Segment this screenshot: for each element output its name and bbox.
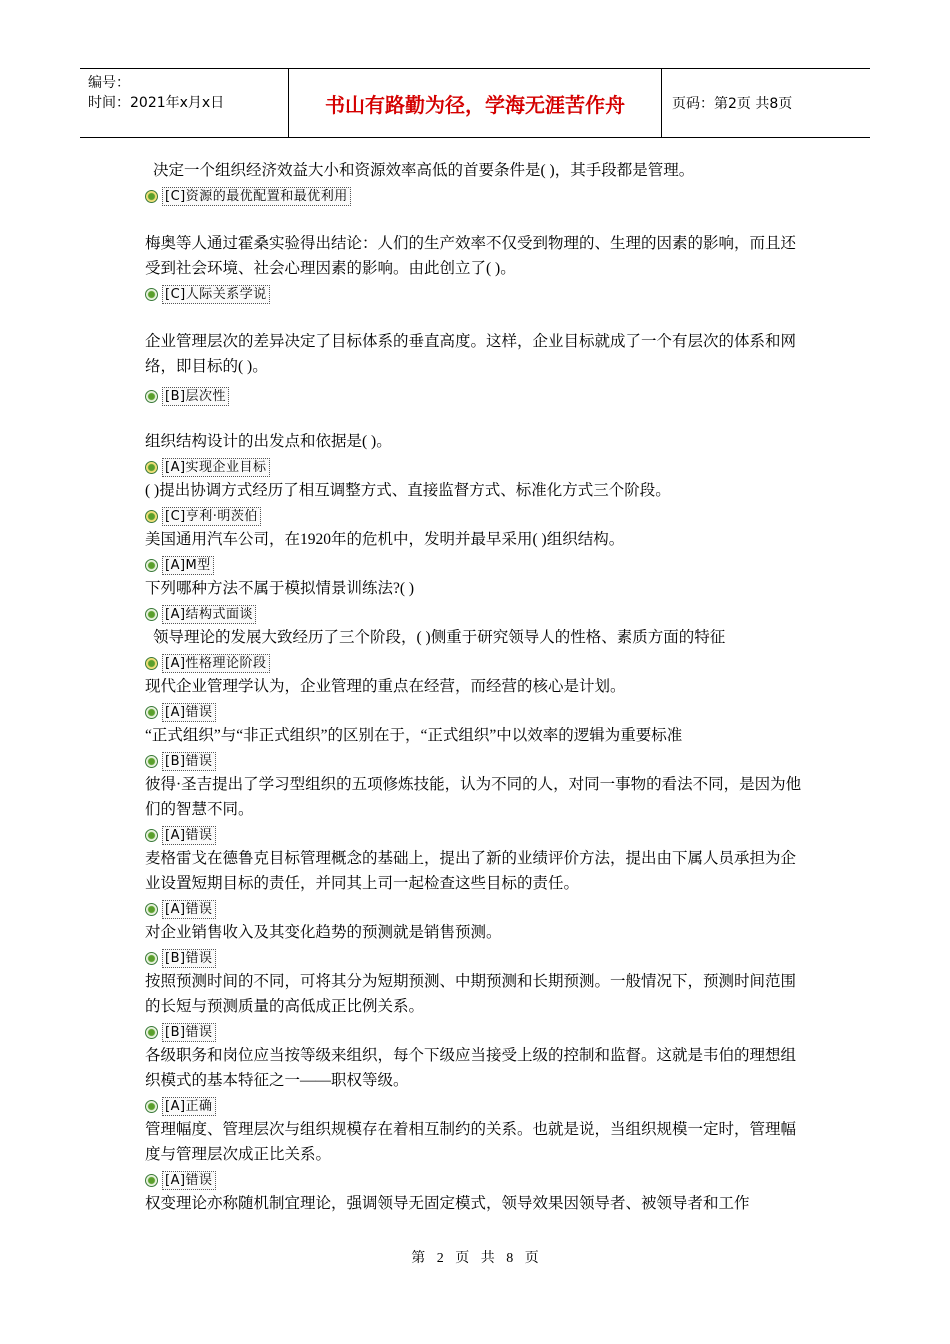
- question-item: [145, 674, 810, 723]
- question-text: 彼得·圣吉提出了学习型组织的五项修炼技能，认为不同的人，对同一事物的看法不同，是因为他们的智慧不同。: [145, 776, 802, 818]
- question-item: [145, 846, 810, 920]
- radio-selected-icon[interactable]: [145, 706, 158, 719]
- answer-label: [A]错误: [162, 703, 216, 722]
- question-item: [145, 478, 810, 527]
- question-text: 领导理论的发展大致经历了三个阶段，( )侧重于研究领导人的性格、素质方面的特征: [153, 629, 726, 646]
- question-item: [145, 158, 810, 207]
- question-text: ( )提出协调方式经历了相互调整方式、直接监督方式、标准化方式三个阶段。: [145, 482, 671, 499]
- radio-selected-icon[interactable]: [145, 1026, 158, 1039]
- question-item: [145, 920, 810, 969]
- answer-option[interactable]: [145, 1095, 810, 1117]
- answer-label: [A]正确: [162, 1097, 216, 1116]
- radio-selected-icon[interactable]: [145, 952, 158, 965]
- question-text: 梅奥等人通过霍桑实验得出结论：人们的生产效率不仅受到物理的、生理的因素的影响，而且还受到社会环境、社会心理因素的影响。由此创立了( )。: [145, 235, 797, 277]
- radio-selected-icon[interactable]: [145, 510, 158, 523]
- question-text: 权变理论亦称随机制宜理论，强调领导无固定模式，领导效果因领导者、被领导者和工作: [145, 1195, 750, 1212]
- answer-label: [B]错误: [162, 949, 216, 968]
- question-item: [145, 231, 810, 305]
- answer-option[interactable]: [145, 750, 810, 772]
- question-item: [145, 1191, 810, 1216]
- question-text: 管理幅度、管理层次与组织规模存在着相互制约的关系。也就是说，当组织规模一定时，管理幅度与管理层次成正比关系。: [145, 1121, 797, 1163]
- question-item: [145, 1043, 810, 1117]
- radio-selected-icon[interactable]: [145, 829, 158, 842]
- answer-label: [C]资源的最优配置和最优利用: [162, 187, 351, 206]
- answer-label: [A]结构式面谈: [162, 605, 256, 624]
- answer-option[interactable]: [145, 603, 810, 625]
- question-text: 企业管理层次的差异决定了目标体系的垂直高度。这样，企业目标就成了一个有层次的体系和网络，即目标的( )。: [145, 333, 797, 375]
- answer-label: [C]亨利·明茨伯: [162, 507, 261, 526]
- question-text: 按照预测时间的不同，可将其分为短期预测、中期预测和长期预测。一般情况下，预测时间范围的长短与预测质量的高低成正比例关系。: [145, 973, 797, 1015]
- question-text: 对企业销售收入及其变化趋势的预测就是销售预测。: [145, 924, 502, 941]
- question-item: [145, 429, 810, 478]
- question-text: 麦格雷戈在德鲁克目标管理概念的基础上，提出了新的业绩评价方法，提出由下属人员承担为企业设置短期目标的责任，并同其上司一起检查这些目标的责任。: [145, 850, 797, 892]
- answer-label: [B]错误: [162, 1023, 216, 1042]
- answer-label: [A]错误: [162, 826, 216, 845]
- radio-selected-icon[interactable]: [145, 755, 158, 768]
- radio-selected-icon[interactable]: [145, 1174, 158, 1187]
- answer-option[interactable]: [145, 185, 810, 207]
- radio-selected-icon[interactable]: [145, 657, 158, 670]
- answer-option[interactable]: [145, 283, 810, 305]
- answer-option[interactable]: [145, 947, 810, 969]
- question-text: 美国通用汽车公司，在1920年的危机中，发明并最早采用( )组织结构。: [145, 531, 625, 548]
- question-text: 组织结构设计的出发点和依据是( )。: [145, 433, 392, 450]
- header-meta: [80, 69, 289, 137]
- answer-option[interactable]: [145, 505, 810, 527]
- answer-option[interactable]: [145, 898, 810, 920]
- radio-selected-icon[interactable]: [145, 461, 158, 474]
- answer-label: [A]实现企业目标: [162, 458, 270, 477]
- answer-label: [B]错误: [162, 752, 216, 771]
- question-item: [145, 329, 810, 407]
- radio-selected-icon[interactable]: [145, 190, 158, 203]
- header-page-info: 页码：第2页 共8页: [672, 96, 793, 112]
- question-item: [145, 576, 810, 625]
- answer-option[interactable]: [145, 652, 810, 674]
- question-text: 决定一个组织经济效益大小和资源效率高低的首要条件是( )，其手段都是管理。: [153, 162, 695, 179]
- question-item: [145, 527, 810, 576]
- date-line: 时间：2021年x月x日: [88, 95, 225, 111]
- answer-option[interactable]: [145, 385, 810, 407]
- answer-label: [A]错误: [162, 1171, 216, 1190]
- answer-option[interactable]: [145, 1021, 810, 1043]
- question-text: 现代企业管理学认为，企业管理的重点在经营，而经营的核心是计划。: [145, 678, 626, 695]
- question-item: [145, 723, 810, 772]
- answer-option[interactable]: [145, 824, 810, 846]
- number-label: 编号：: [88, 75, 130, 91]
- question-item: [145, 969, 810, 1043]
- answer-option[interactable]: [145, 554, 810, 576]
- radio-selected-icon[interactable]: [145, 608, 158, 621]
- question-item: [145, 625, 810, 674]
- answer-label: [C]人际关系学说: [162, 285, 270, 304]
- question-item: [145, 1117, 810, 1191]
- answer-option[interactable]: [145, 701, 810, 723]
- question-item: [145, 772, 810, 846]
- answer-label: [A]性格理论阶段: [162, 654, 270, 673]
- question-text: 下列哪种方法不属于模拟情景训练法?( ): [145, 580, 415, 597]
- answer-label: [B]层次性: [162, 387, 229, 406]
- radio-selected-icon[interactable]: [145, 390, 158, 403]
- answer-label: [A]M型: [162, 556, 214, 575]
- answer-option[interactable]: [145, 1169, 810, 1191]
- question-list: [145, 158, 810, 1216]
- radio-selected-icon[interactable]: [145, 288, 158, 301]
- radio-selected-icon[interactable]: [145, 1100, 158, 1113]
- answer-label: [A]错误: [162, 900, 216, 919]
- question-text: 各级职务和岗位应当按等级来组织，每个下级应当接受上级的控制和监督。这就是韦伯的理想组织模式的基本特征之一——职权等级。: [145, 1047, 797, 1089]
- radio-selected-icon[interactable]: [145, 559, 158, 572]
- page-footer: 第 2 页 共 8 页: [411, 1251, 539, 1266]
- header-motto: 书山有路勤为径，学海无涯苦作舟: [289, 69, 662, 137]
- question-text: “正式组织”与“非正式组织”的区别在于，“正式组织”中以效率的逻辑为重要标准: [145, 727, 683, 744]
- radio-selected-icon[interactable]: [145, 903, 158, 916]
- answer-option[interactable]: [145, 456, 810, 478]
- page-header: [80, 68, 870, 138]
